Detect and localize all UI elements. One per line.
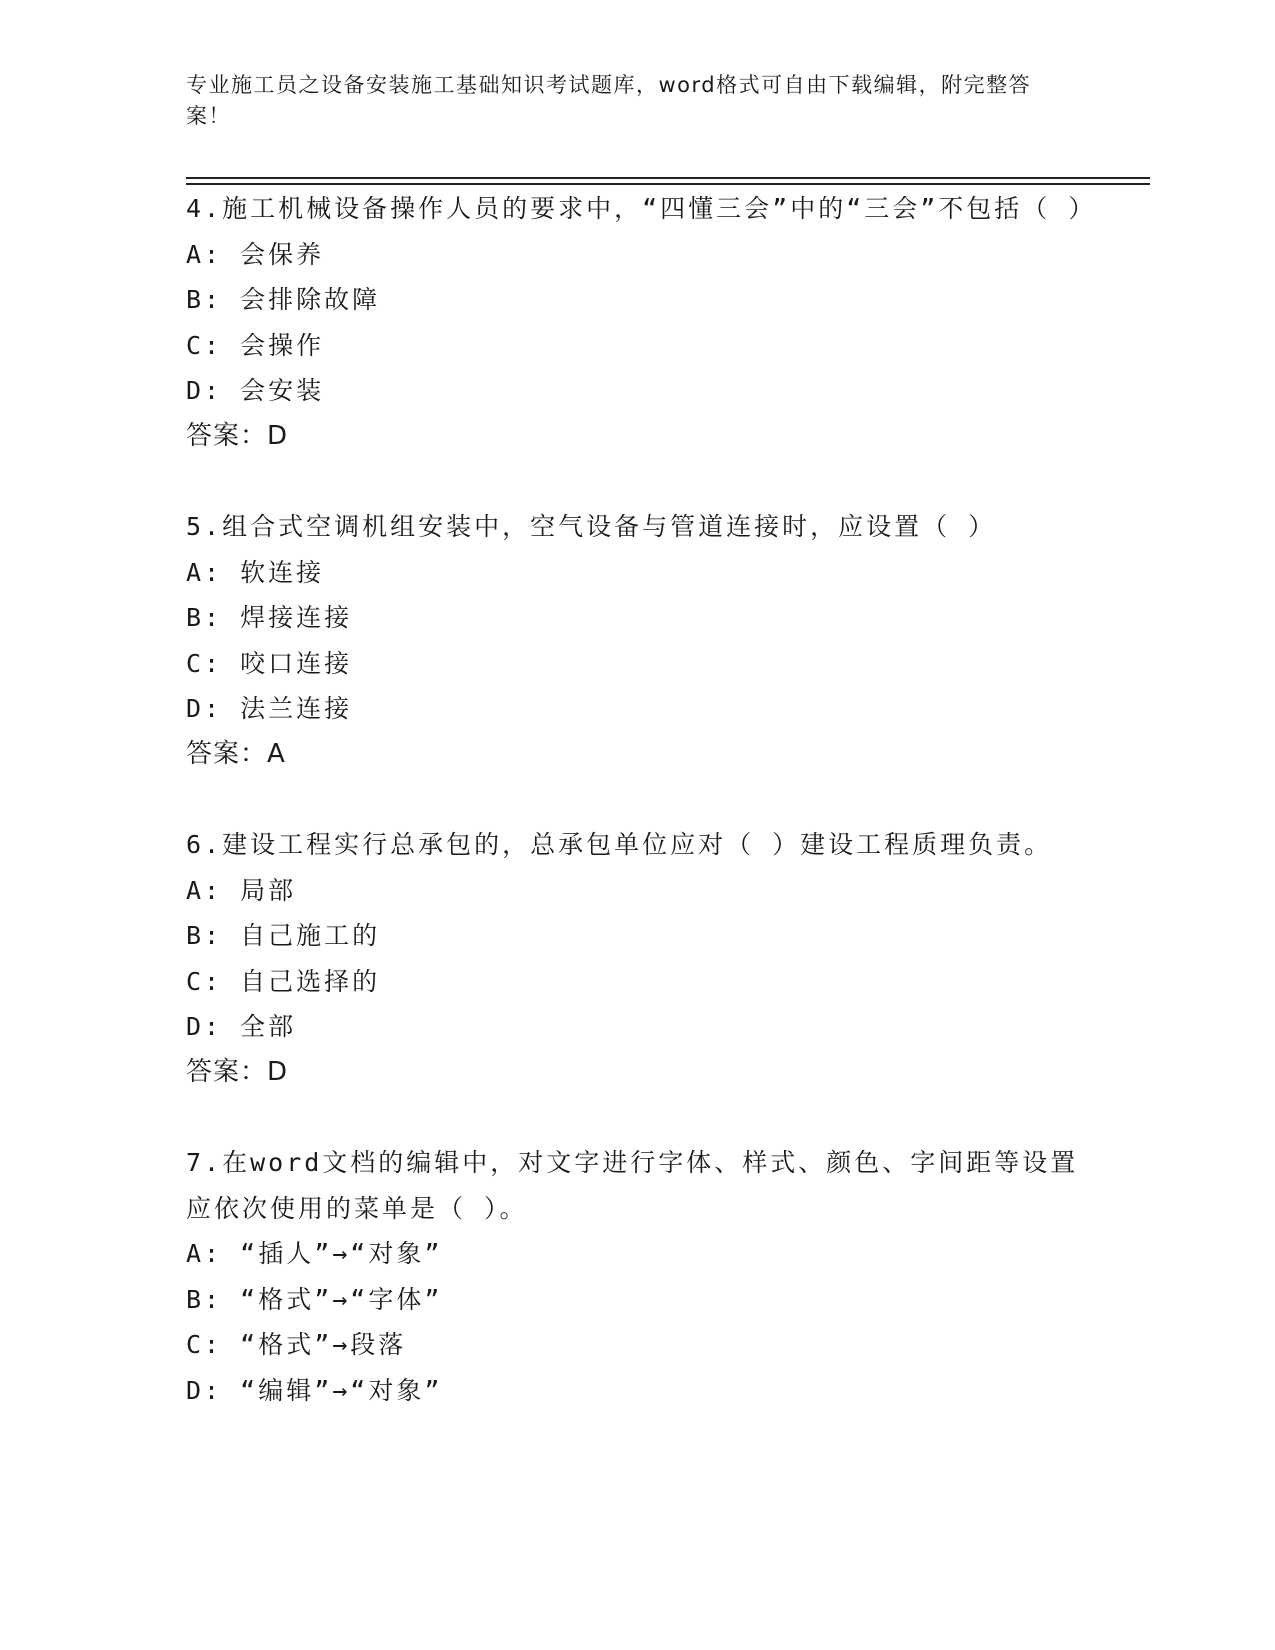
option-c: C: 会操作	[186, 330, 325, 360]
option-b: B: “格式”→“字体”	[186, 1284, 443, 1314]
option-d: D: “编辑”→“对象”	[186, 1375, 443, 1405]
question-5	[186, 504, 1086, 777]
option-b: B: 自己施工的	[186, 921, 381, 950]
option-d: D: 全部	[186, 1012, 297, 1041]
option-a: A: 会保养	[186, 239, 325, 269]
question-stem: 7.在word文档的编辑中，对文字进行字体、样式、颜色、字间距等设置应依次使用的菜单是（ ）。	[186, 1148, 1079, 1223]
question-list	[186, 186, 1097, 1413]
option-c: C: 咬口连接	[186, 648, 353, 678]
answer: 答案：D	[186, 420, 289, 451]
option-a: A: “插人”→“对象”	[186, 1239, 443, 1268]
header-divider-top	[186, 177, 1150, 179]
answer: 答案：A	[186, 738, 286, 769]
question-stem: 5.组合式空调机组安装中，空气设备与管道连接时，应设置（ ）	[186, 512, 997, 541]
answer: 答案：D	[186, 1056, 289, 1087]
option-d: D: 法兰连接	[186, 694, 353, 723]
question-7	[186, 1140, 1086, 1413]
option-b: B: 会排除故障	[186, 285, 381, 314]
option-a: A: 软连接	[186, 557, 325, 587]
option-a: A: 局部	[186, 875, 297, 905]
option-c: C: 自己选择的	[186, 966, 381, 996]
question-6	[186, 822, 1086, 1095]
question-stem: 4.施工机械设备操作人员的要求中，“四懂三会”中的“三会”不包括（ ）	[186, 194, 1097, 223]
option-d: D: 会安装	[186, 376, 325, 405]
document-header: 专业施工员之设备安装施工基础知识考试题库，word格式可自由下载编辑，附完整答案！	[186, 73, 1032, 128]
option-b: B: 焊接连接	[186, 603, 353, 632]
header-divider-bottom	[186, 183, 1150, 185]
option-c: C: “格式”→段落	[186, 1330, 407, 1359]
question-4	[186, 186, 1097, 459]
question-stem: 6.建设工程实行总承包的，总承包单位应对（ ）建设工程质理负责。	[186, 830, 1053, 859]
